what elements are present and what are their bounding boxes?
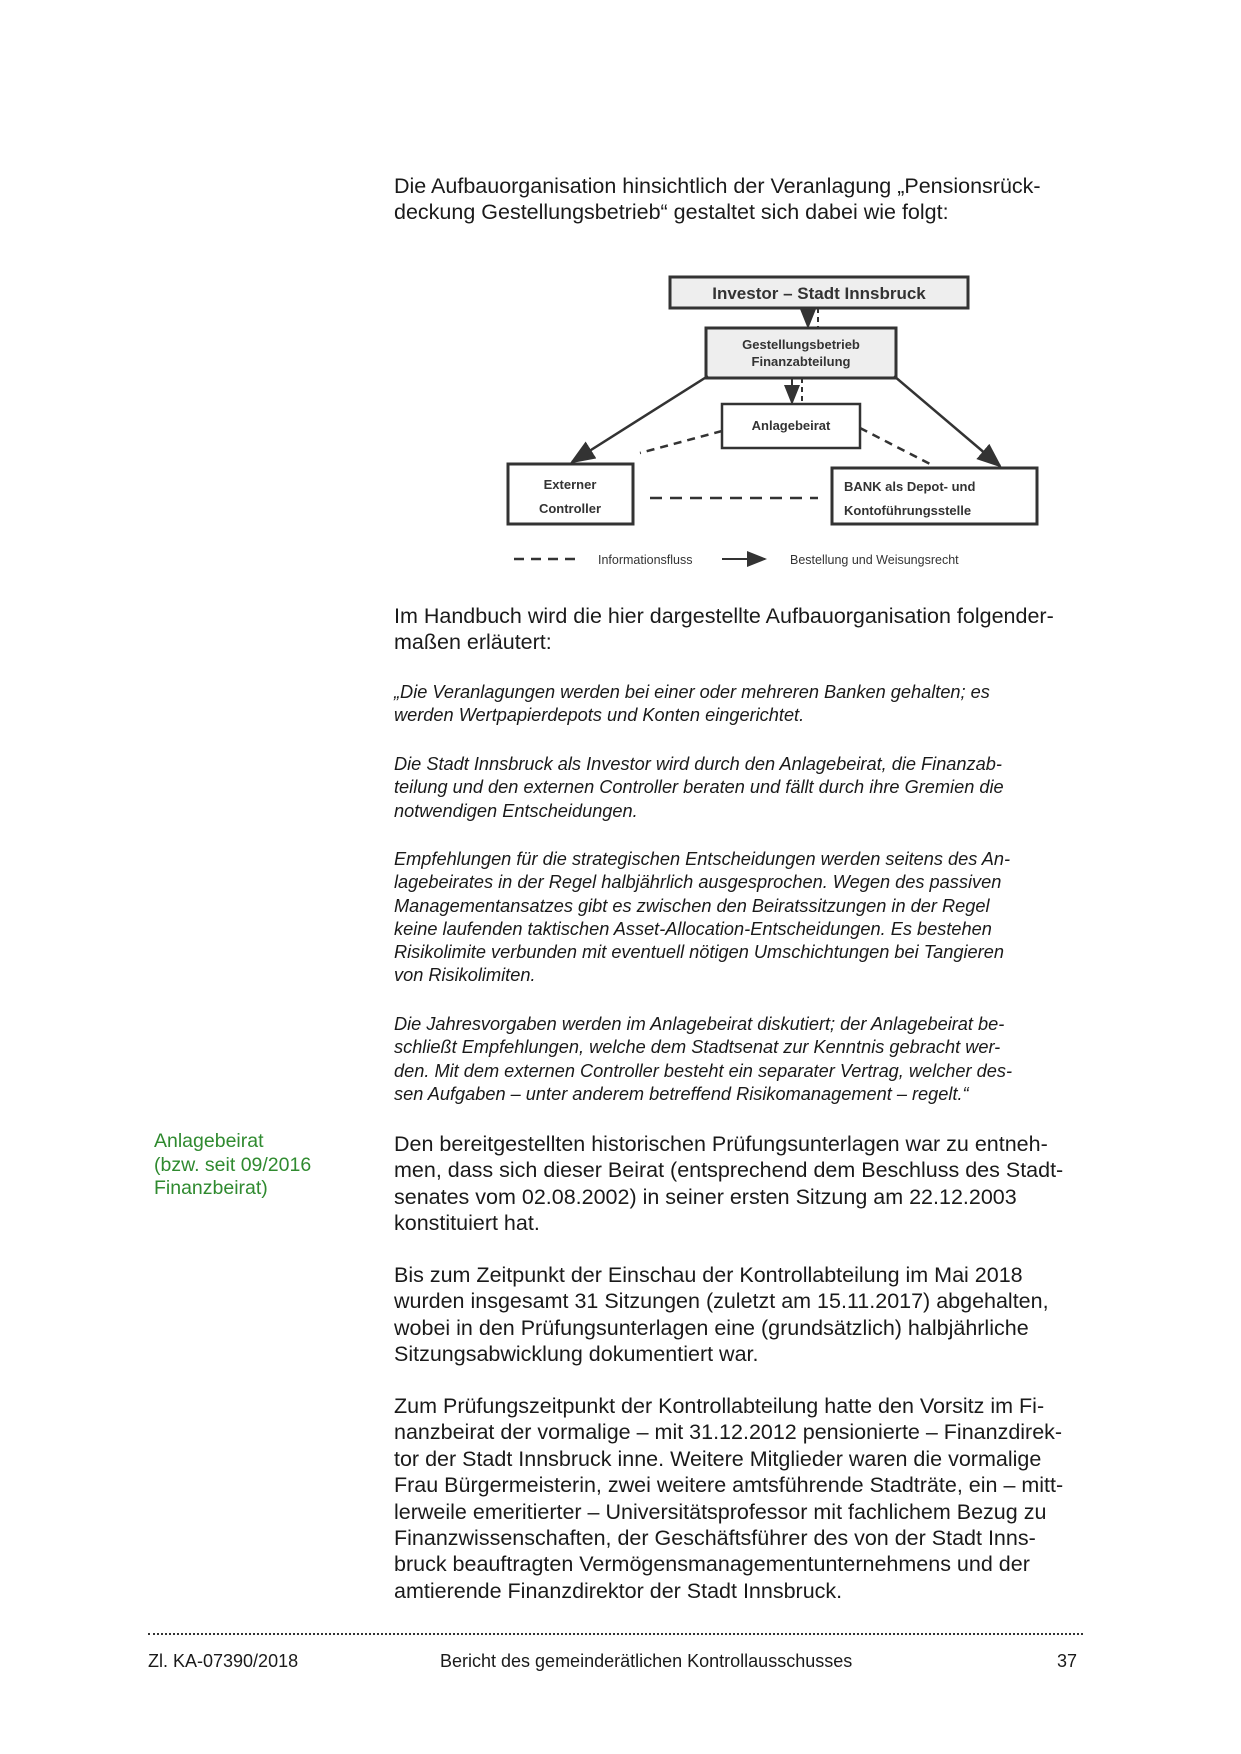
arrow-gestellung-bank [894,376,1000,466]
body-line: Finanzwissenschaften, der Geschäftsführer des von der Stadt Inns- [394,1526,1036,1551]
quote-paragraph [394,848,1108,988]
handbuch-paragraph [394,603,1108,656]
handbuch-line: maßen erläutert: [394,630,552,655]
quote-paragraph [394,1013,1108,1106]
gestellung-box [706,328,896,378]
quote-line: notwendigen Entscheidungen. [394,800,638,821]
body-line: Sitzungsabwicklung dokumentiert war. [394,1342,759,1367]
arrow-gestellung-controller [572,376,708,462]
controller-label: Controller [538,501,602,516]
body-line: tor der Stadt Innsbruck inne. Weitere Mitglieder waren die vormalige [394,1446,1042,1471]
margin-note-line: Anlagebeirat [154,1130,264,1152]
quote-line: Die Stadt Innsbruck als Investor wird durch den Anlagebeirat, die Finanzab- [394,754,1002,774]
body-line: Bis zum Zeitpunkt der Einschau der Kontrollabteilung im Mai 2018 [394,1263,1023,1287]
body-line: senates vom 02.08.2002) in seiner ersten Sitzung am 22.12.2003 [394,1184,1017,1209]
margin-note [154,1130,354,1201]
organisation-diagram [500,268,1060,578]
body-line: Zum Prüfungszeitpunkt der Kontrollabteilung hatte den Vorsitz im Fi- [394,1394,1045,1418]
footer-divider [148,1633,1083,1635]
footer-title: Bericht des gemeinderätlichen Kontrollausschusses [440,1651,853,1671]
anlagebeirat-label: Anlagebeirat [751,418,831,433]
legend-order-label: Bestellung und Weisungsrecht [790,553,959,567]
page-footer [148,1650,1083,1674]
investor-label: Investor – Stadt Innsbruck [712,284,926,303]
quote-line: Managementansatzes gibt es zwischen den Beiratssitzungen in der Regel [394,895,990,916]
bank-label: Kontoführungsstelle [844,503,972,518]
quote-line: teilung und den externen Controller beraten und fällt durch ihre Gremien die [394,777,1004,798]
body-line: konstituiert hat. [394,1211,540,1236]
quote-paragraph [394,681,1108,728]
quote-paragraph [394,753,1108,823]
footer-reference: Zl. KA-07390/2018 [148,1651,299,1671]
body-line: lerweile emeritierter – Universitätsprofessor mit fachlichem Bezug zu [394,1499,1047,1524]
quote-line: sen Aufgaben – unter anderem betreffend Risikomanagement – regelt.“ [394,1083,969,1104]
quote-line: Empfehlungen für die strategischen Entscheidungen werden seitens des An- [394,849,1011,869]
quote-line: Die Jahresvorgaben werden im Anlagebeirat diskutiert; der Anlagebeirat be- [394,1014,1005,1034]
quote-line: schließt Empfehlungen, welche dem Stadtsenat zur Kenntnis gebracht wer- [394,1037,1001,1058]
gestellung-label: Gestellungsbetrieb [742,337,860,352]
intro-paragraph [394,173,1108,226]
body-line: nanzbeirat der vormalige – mit 31.12.2012 pensionierte – Finanzdirek- [394,1420,1063,1445]
page-number: 37 [1056,1651,1077,1671]
body-line: wurden insgesamt 31 Sitzungen (zuletzt am 15.11.2017) abgehalten, [394,1289,1049,1314]
margin-note-line: (bzw. seit 09/2016 [154,1153,312,1176]
body-line: amtierende Finanzdirektor der Stadt Innsbruck. [394,1578,843,1603]
quote-line: keine laufenden taktischen Asset-Allocation-Entscheidungen. Es bestehen [394,918,992,939]
body-line: Frau Bürgermeisterin, zwei weitere amtsführende Stadträte, ein – mitt- [394,1473,1064,1498]
quote-line: von Risikolimiten. [394,965,536,986]
controller-label: Externer [543,477,597,492]
quote-line: lagebeirates in der Regel halbjährlich ausgesprochen. Wegen des passiven [394,872,1002,893]
body-line: Den bereitgestellten historischen Prüfungsunterlagen war zu entneh- [394,1132,1048,1156]
info-anlagebeirat-bank [860,428,930,464]
quote-line: werden Wertpapierdepots und Konten eingerichtet. [394,705,805,726]
body-line: men, dass sich dieser Beirat (entsprechend dem Beschluss des Stadt- [394,1158,1064,1183]
gestellung-label: Finanzabteilung [751,354,851,369]
margin-note-line: Finanzbeirat) [154,1177,268,1200]
bank-label: BANK als Depot- und [844,479,976,494]
quote-line: Risikolimite verbunden mit eventuell nötigen Umschichtungen bei Tangieren [394,942,1004,963]
legend-info-label: Informationsfluss [598,553,693,567]
body-paragraph [394,1131,1108,1237]
body-line: wobei in den Prüfungsunterlagen eine (grundsätzlich) halbjährliche [394,1315,1029,1340]
quote-line: „Die Veranlagungen werden bei einer oder mehreren Banken gehalten; es [394,682,990,702]
body-paragraph [394,1393,1108,1604]
info-anlagebeirat-controller [640,431,722,453]
body-line: bruck beauftragten Vermögensmanagementunternehmens und der [394,1552,1030,1577]
handbuch-line: Im Handbuch wird die hier dargestellte Aufbauorganisation folgender- [394,604,1054,628]
intro-line: deckung Gestellungsbetrieb“ gestaltet sich dabei wie folgt: [394,200,949,225]
quote-line: den. Mit dem externen Controller besteht ein separater Vertrag, welcher des- [394,1060,1013,1081]
intro-line: Die Aufbauorganisation hinsichtlich der Veranlagung „Pensionsrück- [394,174,1041,198]
body-paragraph [394,1262,1108,1368]
